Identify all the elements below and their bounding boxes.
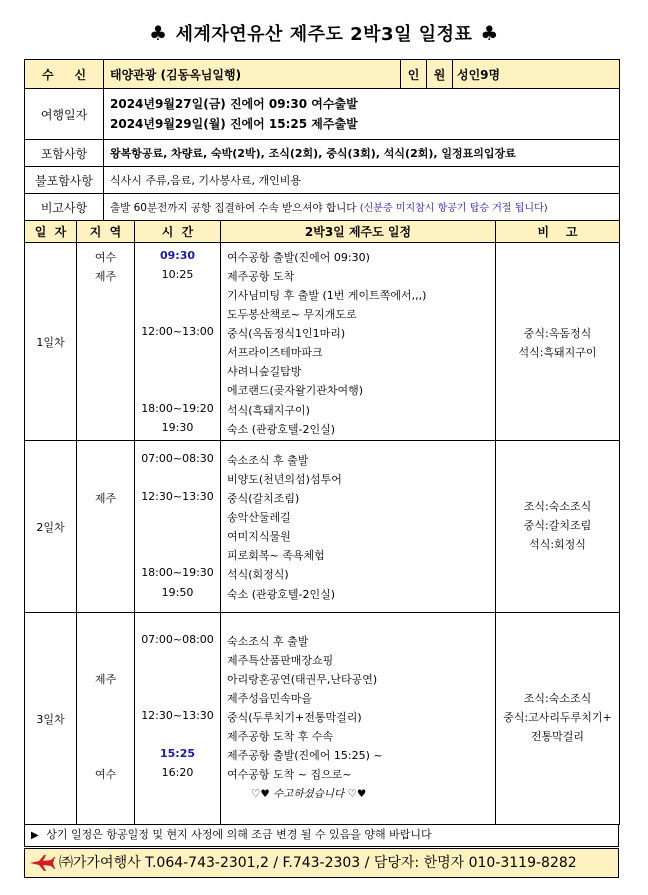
day-times bbox=[135, 243, 221, 441]
airplane-icon bbox=[29, 854, 55, 872]
schedule-item: 에코랜드(곶자왈기관차여행) bbox=[227, 384, 364, 397]
day-notes bbox=[496, 243, 620, 441]
schedule-item: 여수공항 도착 ~ 집으로~ bbox=[227, 768, 352, 781]
col-plan: 2박3일 제주도 일정 bbox=[221, 221, 496, 243]
schedule-item: 숙소 (관광호텔-2인실) bbox=[227, 423, 336, 436]
excluded-label: 불포함사항 bbox=[25, 167, 104, 194]
time: 19:50 bbox=[161, 586, 194, 599]
region: 여수 bbox=[94, 768, 117, 781]
remarks-text: 출발 60분전까지 공항 집결하여 수속 받으셔야 합니다 bbox=[110, 202, 357, 214]
time: 12:30~13:30 bbox=[141, 490, 214, 503]
col-note: 비 고 bbox=[496, 221, 620, 243]
excluded-value: 식사시 주류,음료, 기사봉사료, 개인비용 bbox=[104, 167, 620, 194]
note: 조식:숙소조식 bbox=[523, 500, 592, 513]
day-regions bbox=[77, 613, 135, 825]
schedule-item: 여수공항 출발(진에어 09:30) bbox=[227, 251, 370, 264]
travel-line-2: 2024년9월29일(월) 진에어 15:25 제주출발 bbox=[110, 117, 358, 131]
schedule-item: 아리랑혼공연(태권무,난타공연) bbox=[227, 673, 378, 686]
region: 여수 bbox=[94, 251, 117, 264]
day-notes bbox=[496, 613, 620, 825]
time: 18:00~19:30 bbox=[141, 566, 214, 579]
schedule-item: 중식(옥돔정식1인1마리) bbox=[227, 327, 346, 340]
footer-note bbox=[24, 824, 619, 847]
region: 제주 bbox=[94, 492, 117, 505]
club-icon: ♣ bbox=[149, 21, 168, 45]
time: 09:30 bbox=[159, 249, 195, 262]
closing-message: ♡♥ 수고하셨습니다 ♡♥ bbox=[251, 788, 367, 800]
travel-date-label: 여행일자 bbox=[25, 89, 104, 140]
schedule-item: 도두봉산책로~ 무지개도로 bbox=[227, 308, 357, 321]
note: 석식:흑돼지구이 bbox=[518, 346, 597, 359]
itinerary-table-wrap bbox=[24, 59, 619, 825]
agency-text: ㈜가가여행사 T.064-743-2301,2 / F.743-2303 / 담당자: 한명자 010-3119-8282 bbox=[59, 855, 577, 871]
club-icon: ♣ bbox=[480, 21, 499, 45]
included-label: 포함사항 bbox=[25, 140, 104, 167]
day-times bbox=[135, 613, 221, 825]
note: 중식:고사리두루치기+ bbox=[503, 711, 612, 724]
day-items bbox=[221, 441, 496, 613]
day-row bbox=[25, 441, 620, 613]
travel-line-1: 2024년9월27일(금) 진에어 09:30 여수출발 bbox=[110, 97, 358, 111]
day-notes bbox=[496, 441, 620, 613]
title-text: 세계자연유산 제주도 2박3일 일정표 bbox=[175, 24, 473, 45]
note: 중식:옥돔정식 bbox=[523, 327, 592, 340]
schedule-item: 숙소조식 후 출발 bbox=[227, 454, 309, 467]
schedule-item: 기사님미팅 후 출발 (1번 게이트쪽에서,,,) bbox=[227, 289, 427, 302]
time: 16:20 bbox=[161, 766, 194, 779]
footer-note-text: 상기 일정은 항공일정 및 현지 사정에 의해 조금 변경 될 수 있음을 양해 바랍니다 bbox=[46, 828, 432, 841]
col-time: 시 간 bbox=[135, 221, 221, 243]
schedule-item: 제주성읍민속마을 bbox=[227, 692, 313, 705]
schedule-item: 여미지식물원 bbox=[227, 530, 291, 543]
note: 중식:갈치조림 bbox=[523, 519, 592, 532]
schedule-item: 제주특산품판매장쇼핑 bbox=[227, 654, 334, 667]
time: 15:25 bbox=[159, 747, 195, 760]
agency-bar bbox=[24, 848, 619, 878]
day-label: 1일차 bbox=[25, 243, 77, 441]
region: 제주 bbox=[94, 270, 117, 283]
schedule-item: 제주공항 도착 bbox=[227, 270, 295, 283]
schedule-item: 샤려니숲길탐방 bbox=[227, 365, 302, 378]
schedule-item: 제주공항 출발(진에어 15:25) ~ bbox=[227, 749, 383, 762]
headcount-label-b: 원 bbox=[427, 60, 453, 89]
info-table bbox=[24, 59, 620, 221]
schedule-item: 제주공항 도착 후 수속 bbox=[227, 730, 334, 743]
day-times bbox=[135, 441, 221, 613]
headcount-value: 성인9명 bbox=[453, 60, 620, 89]
day-row bbox=[25, 243, 620, 441]
day-regions bbox=[77, 441, 135, 613]
time: 10:25 bbox=[161, 268, 194, 281]
schedule-item: 송악산둘레길 bbox=[227, 511, 291, 524]
note: 조식:숙소조식 bbox=[523, 692, 592, 705]
time: 07:00~08:30 bbox=[141, 452, 214, 465]
schedule-item: 피로회복~ 족욕체험 bbox=[227, 549, 325, 562]
note: 전통막걸리 bbox=[530, 730, 585, 743]
col-region: 지 역 bbox=[77, 221, 135, 243]
schedule-item: 서프라이즈테마파크 bbox=[227, 346, 323, 359]
travel-date-value bbox=[104, 89, 620, 140]
remarks-label: 비고사항 bbox=[25, 194, 104, 221]
day-label: 2일차 bbox=[25, 441, 77, 613]
included-value: 왕복항공료, 차량료, 숙박(2박), 조식(2회), 중식(3회), 석식(2회), 일정표의입장료 bbox=[104, 140, 620, 167]
recipient-value: 태양관광 (김동옥님일행) bbox=[104, 60, 401, 89]
note: 석식:회정식 bbox=[529, 538, 586, 551]
schedule-item: 중식(갈치조림) bbox=[227, 492, 300, 505]
triangle-bullet-icon: ▶ bbox=[31, 830, 39, 841]
schedule-item: 석식(흑돼지구이) bbox=[227, 404, 310, 417]
time: 12:30~13:30 bbox=[141, 709, 214, 722]
page-title bbox=[0, 20, 648, 46]
remarks-value bbox=[104, 194, 620, 221]
day-label: 3일차 bbox=[25, 613, 77, 825]
time: 07:00~08:00 bbox=[141, 633, 214, 646]
schedule-table bbox=[24, 220, 620, 825]
day-items bbox=[221, 613, 496, 825]
schedule-item: 비양도(천년의섬)섬투어 bbox=[227, 473, 342, 486]
schedule-item: 석식(회정식) bbox=[227, 568, 289, 581]
day-row bbox=[25, 613, 620, 825]
time: 18:00~19:20 bbox=[141, 402, 214, 415]
schedule-item: 숙소조식 후 출발 bbox=[227, 635, 309, 648]
schedule-item: 중식(두루치기+전통막걸리) bbox=[227, 711, 362, 724]
schedule-item: 숙소 (관광호텔-2인실) bbox=[227, 588, 336, 601]
day-items bbox=[221, 243, 496, 441]
remarks-note: (신분증 미지참시 항공기 탑승 거절 됩니다) bbox=[359, 203, 548, 214]
time: 19:30 bbox=[161, 421, 194, 434]
recipient-label: 수 신 bbox=[25, 60, 104, 89]
time: 12:00~13:00 bbox=[141, 325, 214, 338]
region: 제주 bbox=[94, 673, 117, 686]
day-regions bbox=[77, 243, 135, 441]
headcount-label-a: 인 bbox=[401, 60, 427, 89]
col-day: 일 자 bbox=[25, 221, 77, 243]
